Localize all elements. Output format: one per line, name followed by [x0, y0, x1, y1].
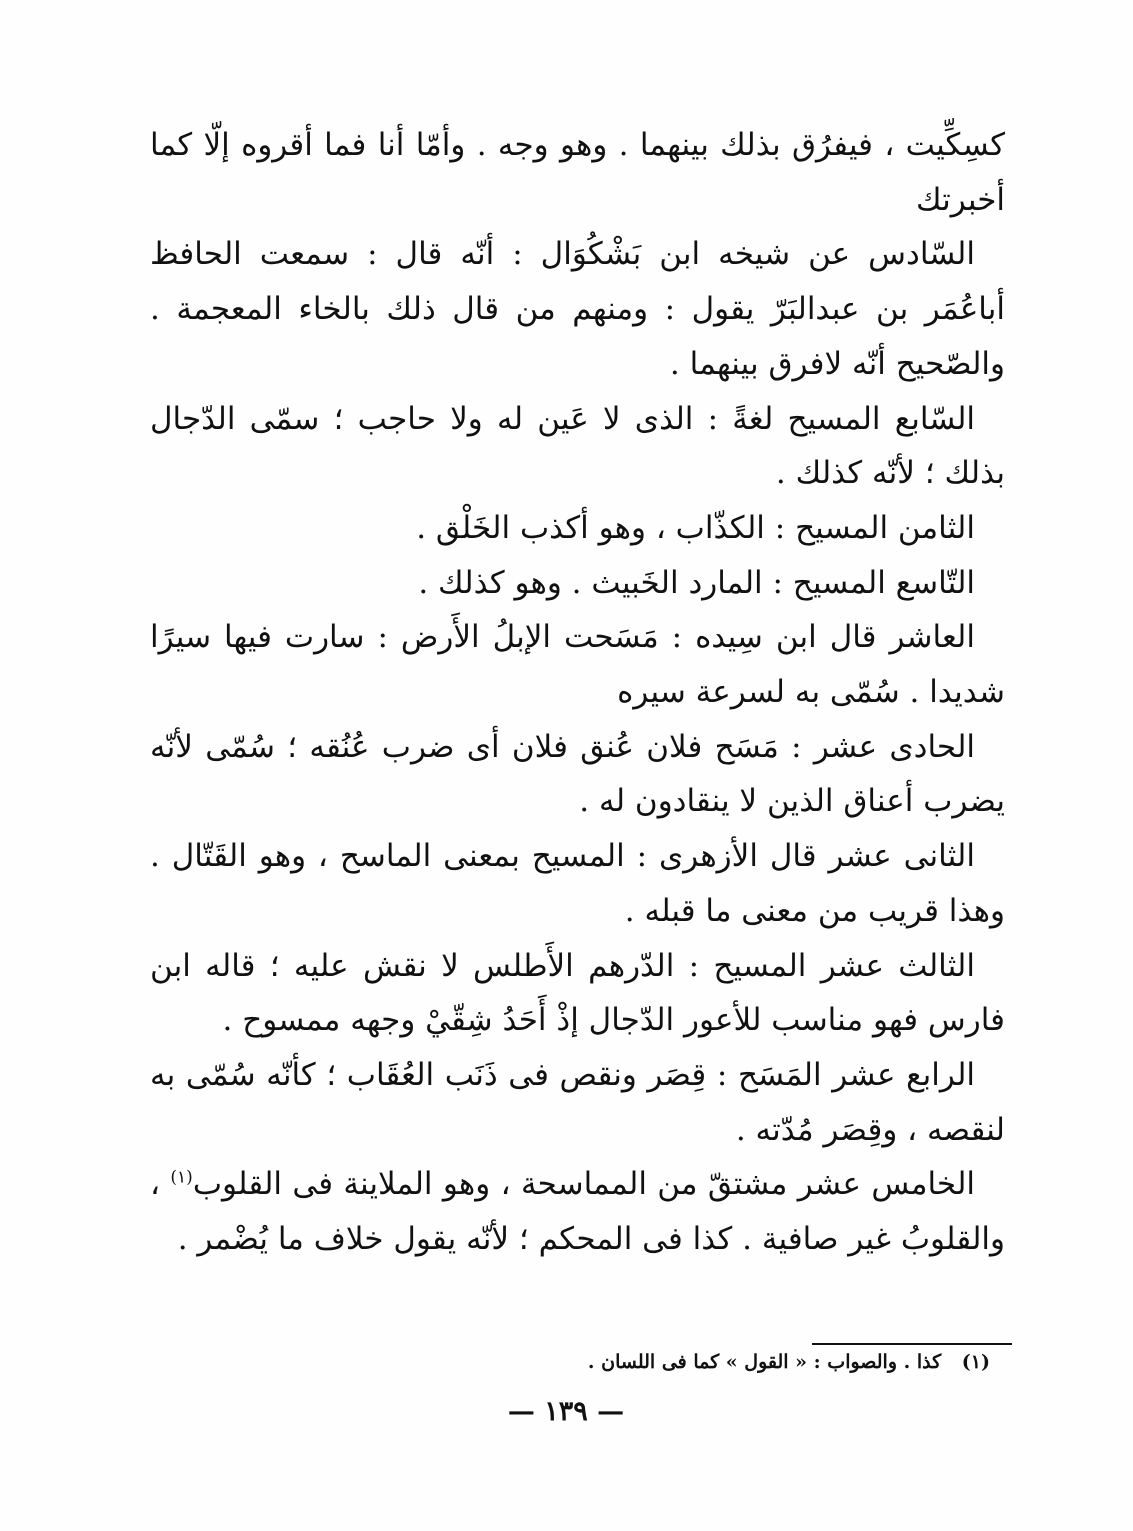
- footnote-text: كذا . والصواب : « القول » كما فى اللسان .: [587, 1351, 942, 1373]
- footnote-number: (١): [961, 1351, 990, 1373]
- paragraph-thirteenth: الثالث عشر المسيح : الدّرهم الأَطلس لا نقش عليه ؛ قاله ابن فارس فهو مناسب للأعور الدّجال إذْ أَحَدُ شِقّيْ وجهه ممسوح .: [150, 947, 1005, 1039]
- paragraph-fourteenth: الرابع عشر المَسَح : قِصَر ونقص فى ذَنَب العُقَاب ؛ كأنّه سُمّى به لنقصه ، وقِصَر مُدّته .: [150, 1056, 1005, 1148]
- footnote-marker: (١): [170, 1168, 193, 1189]
- paragraph-continuation: كسِكِّيت ، فيفرُق بذلك بينهما . وهو وجه . وأمّا أنا فما أقروه إلّا كما أخبرتك: [150, 127, 1005, 218]
- paragraph-seventh: السّابع المسيح لغةً : الذى لا عَين له ولا حاجب ؛ سمّى الدّجال بذلك ؛ لأنّه كذلك .: [150, 400, 1005, 492]
- paragraph-fifteenth-end: ، والقلوبُ غير صافية . كذا فى المحكم ؛ لأنّه يقول خلاف ما يُضْمر .: [150, 1166, 1005, 1258]
- paragraph-eighth: الثامن المسيح : الكذّاب ، وهو أكذب الخَلْق .: [416, 509, 975, 546]
- paragraph-fifteenth-start: الخامس عشر مشتقّ من المماسحة ، وهو الملاينة فى القلوب: [192, 1166, 976, 1203]
- paragraph-ninth: التّاسع المسيح : المارد الخَبيث . وهو كذلك .: [418, 564, 975, 601]
- paragraph-sixth: السّادس عن شيخه ابن بَشْكُوَال : أنّه قال : سمعت الحافظ أباعُمَر بن عبدالبَرّ يقول : ومنهم من قال ذلك بالخاء المعجمة . والصّحيح أنّه لافرق بينهما .: [150, 236, 1005, 382]
- footnote-divider: [812, 1343, 1012, 1345]
- page-number: — ١٣٩ —: [507, 1396, 625, 1427]
- paragraph-eleventh: الحادى عشر : مَسَح فلان عُنق فلان أى ضرب عُنُقه ؛ سُمّى لأنّه يضرب أعناق الذين لا ينقادون له .: [150, 728, 1005, 820]
- paragraph-fifteenth: [150, 1157, 1005, 1266]
- footnote: [300, 1347, 990, 1377]
- main-text: [150, 118, 1005, 1267]
- paragraph-tenth: العاشر قال ابن سِيده : مَسَحت الإبلُ الأَرض : سارت فيها سيرًا شديدا . سُمّى به لسرعة سيره: [150, 619, 1005, 711]
- paragraph-twelfth: الثانى عشر قال الأزهرى : المسيح بمعنى الماسح ، وهو القَتّال . وهذا قريب من معنى ما قبله .: [150, 838, 1005, 929]
